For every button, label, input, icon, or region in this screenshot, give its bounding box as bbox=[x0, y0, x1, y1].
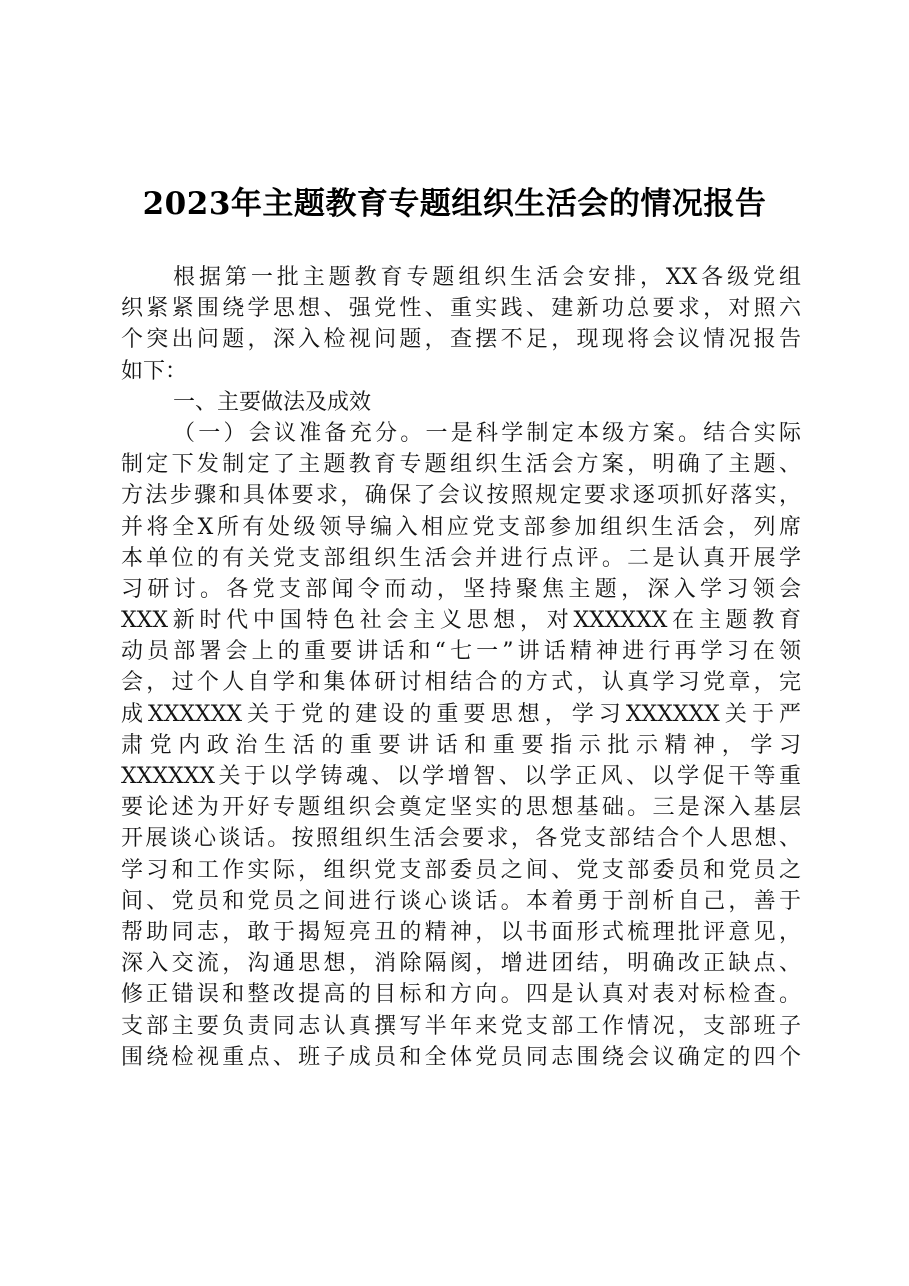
paragraph-line: 围绕检视重点、班子成员和全体党员同志围绕会议确定的四个 bbox=[121, 1044, 801, 1070]
paragraph-line: XXX新时代中国特色社会主义思想，对XXXXXX在主题教育 bbox=[121, 608, 801, 634]
section-heading: 一、主要做法及成效 bbox=[173, 389, 372, 415]
paragraph-line: 学习和工作实际，组织党支部委员之间、党支部委员和党员之 bbox=[121, 857, 801, 883]
paragraph-line: 如下： bbox=[121, 358, 188, 384]
paragraph-line: 个突出问题，深入检视问题，查摆不足，现现将会议情况报告 bbox=[121, 327, 801, 353]
document-title: 2023年主题教育专题组织生活会的情况报告 bbox=[142, 186, 767, 222]
paragraph-line: 开展谈心谈话。按照组织生活会要求，各党支部结合个人思想、 bbox=[121, 826, 801, 852]
paragraph-line: 深入交流，沟通思想，消除隔阂，增进团结，明确改正缺点、 bbox=[121, 951, 801, 977]
paragraph-line: 肃党内政治生活的重要讲话和重要指示批示精神，学习 bbox=[121, 732, 801, 758]
paragraph-line: （一）会议准备充分。一是科学制定本级方案。结合实际 bbox=[173, 420, 801, 446]
paragraph-line: 织紧紧围绕学思想、强党性、重实践、建新功总要求，对照六 bbox=[121, 296, 801, 322]
paragraph-line: 帮助同志，敢于揭短亮丑的精神，以书面形式梳理批评意见， bbox=[121, 919, 801, 945]
paragraph-line: 制定下发制定了主题教育专题组织生活会方案，明确了主题、 bbox=[121, 452, 801, 478]
paragraph-line: 要论述为开好专题组织会奠定坚实的思想基础。三是深入基层 bbox=[121, 795, 801, 821]
document-body bbox=[121, 262, 801, 1073]
paragraph-line: 本单位的有关党支部组织生活会并进行点评。二是认真开展学 bbox=[121, 545, 801, 571]
paragraph-line: 习研讨。各党支部闻令而动，坚持聚焦主题，深入学习领会 bbox=[121, 576, 801, 602]
paragraph-line: 根据第一批主题教育专题组织生活会安排，XX各级党组 bbox=[173, 265, 801, 290]
paragraph-line: 支部主要负责同志认真撰写半年来党支部工作情况，支部班子 bbox=[121, 1013, 801, 1039]
paragraph-line: 会，过个人自学和集体研讨相结合的方式，认真学习党章，完 bbox=[121, 670, 801, 696]
paragraph-line: 间、党员和党员之间进行谈心谈话。本着勇于剖析自己，善于 bbox=[121, 888, 801, 914]
paragraph-line: 修正错误和整改提高的目标和方向。四是认真对表对标检查。 bbox=[121, 982, 801, 1008]
paragraph-line: 动员部署会上的重要讲话和“七一”讲话精神进行再学习在领 bbox=[121, 639, 801, 665]
paragraph-line: 并将全X所有处级领导编入相应党支部参加组织生活会，列席 bbox=[121, 514, 801, 540]
paragraph-line: XXXXXX关于以学铸魂、以学增智、以学正风、以学促干等重 bbox=[121, 764, 801, 789]
paragraph-line: 方法步骤和具体要求，确保了会议按照规定要求逐项抓好落实， bbox=[121, 483, 801, 509]
paragraph-line: 成XXXXXX关于党的建设的重要思想，学习XXXXXX关于严 bbox=[121, 701, 801, 727]
